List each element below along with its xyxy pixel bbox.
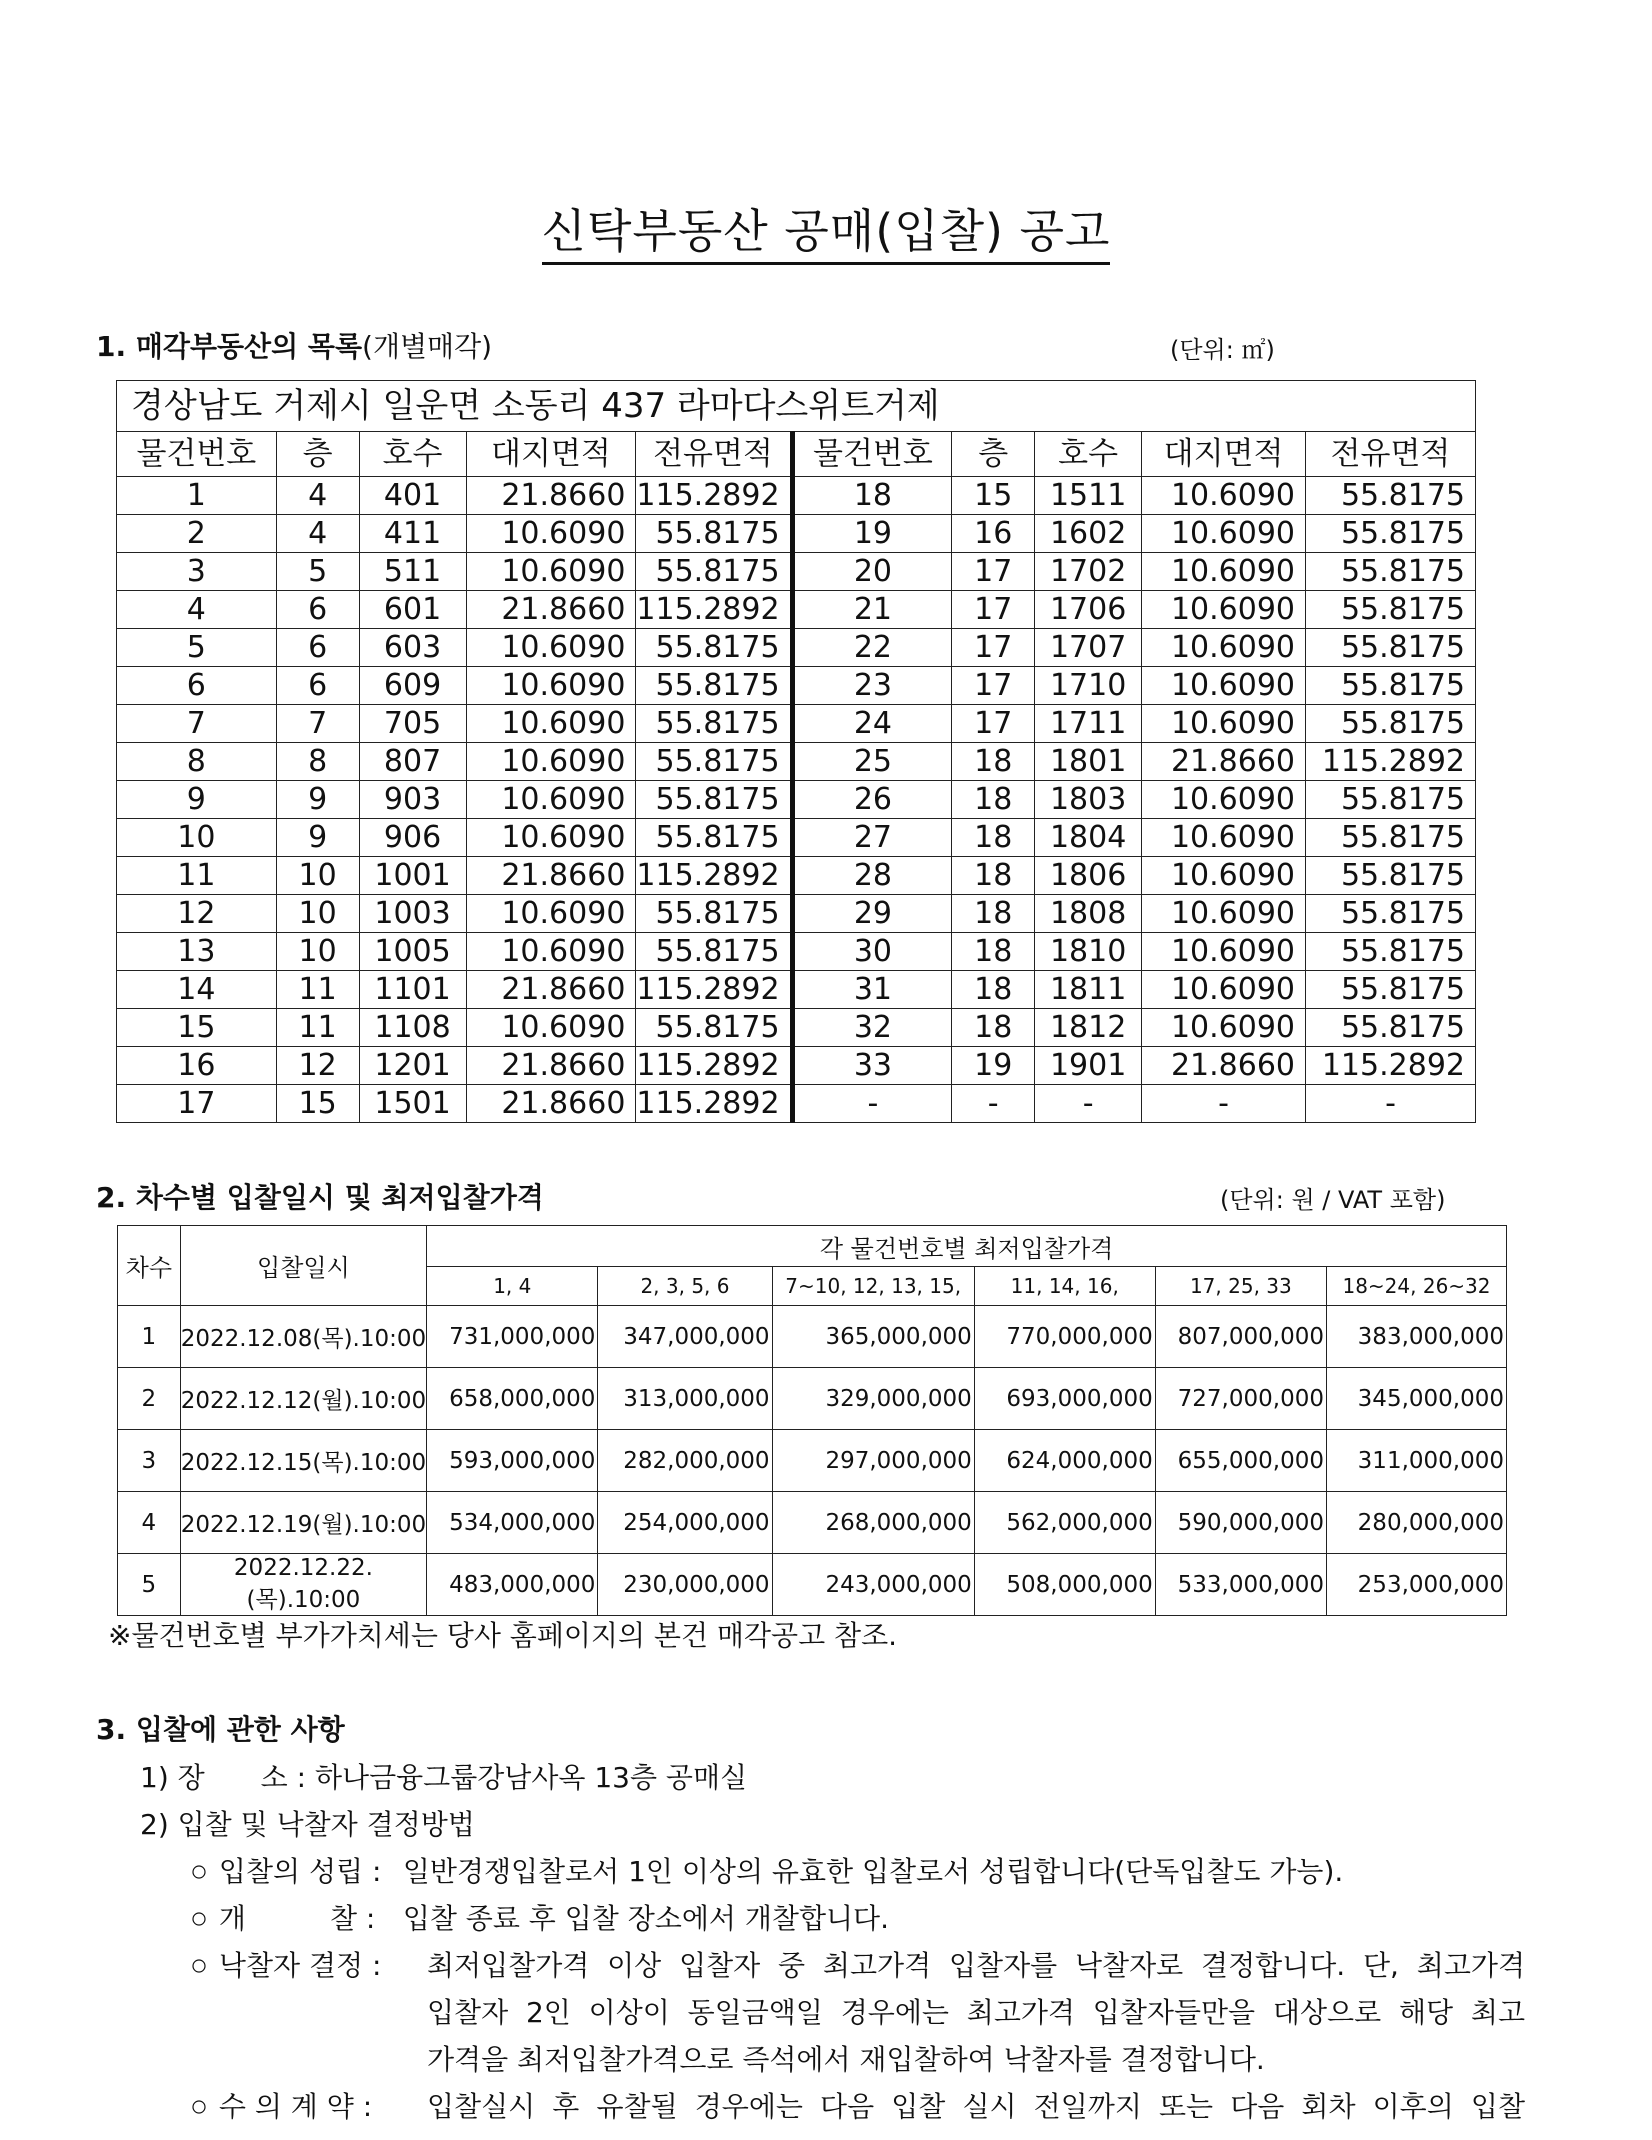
property-cell: 13 <box>117 933 277 971</box>
property-cell: 7 <box>276 705 359 743</box>
property-location: 경상남도 거제시 일운면 소동리 437 라마다스위트거제 <box>117 381 1476 432</box>
property-cell: 55.8175 <box>636 667 792 705</box>
property-cell: 55.8175 <box>1306 553 1476 591</box>
property-cell: 9 <box>276 819 359 857</box>
property-cell: 1702 <box>1035 553 1142 591</box>
property-row <box>117 1047 1476 1085</box>
property-row <box>117 515 1476 553</box>
private-contract-text: 입찰실시 후 유찰될 경우에는 다음 입찰 실시 전일까지 또는 다음 회차 이후의 입찰 <box>427 2090 1525 2123</box>
property-cell: 6 <box>276 629 359 667</box>
bullet-opening <box>188 1897 889 1937</box>
winner-decision-text-1: 최저입찰가격 이상 입찰자 중 최고가격 입찰자를 낙찰자로 결정합니다. 단, 최고가격 <box>427 1949 1525 1982</box>
datetime-cell: 2022.12.19(월).10:00 <box>180 1492 426 1554</box>
property-cell: 31 <box>792 971 952 1009</box>
property-header-cell: 호수 <box>359 432 466 477</box>
property-cell: 55.8175 <box>1306 781 1476 819</box>
property-cell: 12 <box>117 895 277 933</box>
property-cell: 55.8175 <box>636 1009 792 1047</box>
bid-schedule-table <box>117 1225 1507 1616</box>
property-header-cell: 대지면적 <box>466 432 636 477</box>
property-cell: 1801 <box>1035 743 1142 781</box>
property-cell: 115.2892 <box>636 971 792 1009</box>
property-cell: 10.6090 <box>466 895 636 933</box>
datetime-cell: 2022.12.22.(목).10:00 <box>180 1554 426 1616</box>
property-cell: 55.8175 <box>1306 705 1476 743</box>
price-cell: 311,000,000 <box>1326 1430 1506 1492</box>
property-cell: 8 <box>276 743 359 781</box>
bullet-circle-icon <box>192 1865 205 1878</box>
property-cell: 14 <box>117 971 277 1009</box>
price-cell: 313,000,000 <box>598 1368 772 1430</box>
property-cell: 15 <box>117 1009 277 1047</box>
property-cell: 17 <box>952 667 1035 705</box>
property-row <box>117 1085 1476 1123</box>
price-cell: 297,000,000 <box>772 1430 974 1492</box>
property-cell: 705 <box>359 705 466 743</box>
property-cell: 10.6090 <box>1142 629 1306 667</box>
property-cell: 115.2892 <box>1306 1047 1476 1085</box>
property-cell: 17 <box>952 591 1035 629</box>
bid-round-row <box>118 1306 1507 1368</box>
price-column-header: 7~10, 12, 13, 15, <box>772 1267 974 1306</box>
bid-round-row <box>118 1430 1507 1492</box>
property-cell: 1001 <box>359 857 466 895</box>
property-cell: 4 <box>276 515 359 553</box>
property-cell: 115.2892 <box>636 477 792 515</box>
price-cell: 282,000,000 <box>598 1430 772 1492</box>
property-cell: 4 <box>276 477 359 515</box>
winner-decision-text-3: 가격을 최저입찰가격으로 즉석에서 재입찰하여 낙찰자를 결정합니다. <box>427 2043 1265 2076</box>
property-cell: 18 <box>952 895 1035 933</box>
bid-round-row <box>118 1492 1507 1554</box>
property-cell: 55.8175 <box>636 819 792 857</box>
property-cell: 609 <box>359 667 466 705</box>
property-cell: 1706 <box>1035 591 1142 629</box>
property-table-header <box>117 432 1476 477</box>
opening-text: 입찰 종료 후 입찰 장소에서 개찰합니다. <box>402 1902 889 1935</box>
property-row <box>117 1009 1476 1047</box>
property-cell: 1003 <box>359 895 466 933</box>
property-cell: 1808 <box>1035 895 1142 933</box>
property-cell: 1710 <box>1035 667 1142 705</box>
property-cell: 9 <box>276 781 359 819</box>
bid-location-item: 1) 장 소 : 하나금융그룹강남사옥 13층 공매실 <box>140 1761 748 1794</box>
price-cell: 562,000,000 <box>974 1492 1155 1554</box>
property-cell: 7 <box>117 705 277 743</box>
property-cell: 9 <box>117 781 277 819</box>
price-cell: 483,000,000 <box>427 1554 598 1616</box>
property-cell: 401 <box>359 477 466 515</box>
property-cell: - <box>1035 1085 1142 1123</box>
property-cell: 55.8175 <box>636 515 792 553</box>
property-cell: 1602 <box>1035 515 1142 553</box>
property-cell: 903 <box>359 781 466 819</box>
price-column-header: 18~24, 26~32 <box>1326 1267 1506 1306</box>
property-cell: 10.6090 <box>466 629 636 667</box>
property-cell: 15 <box>952 477 1035 515</box>
price-cell: 533,000,000 <box>1155 1554 1326 1616</box>
document-title: 신탁부동산 공매(입찰) 공고 <box>0 195 1652 261</box>
property-cell: - <box>1306 1085 1476 1123</box>
price-column-header: 17, 25, 33 <box>1155 1267 1326 1306</box>
datetime-cell: 2022.12.15(목).10:00 <box>180 1430 426 1492</box>
property-cell: 26 <box>792 781 952 819</box>
property-cell: 18 <box>952 1009 1035 1047</box>
property-cell: 55.8175 <box>1306 857 1476 895</box>
bid-round-row <box>118 1368 1507 1430</box>
price-cell: 593,000,000 <box>427 1430 598 1492</box>
bullet-winner-decision <box>188 1944 394 1984</box>
price-cell: 693,000,000 <box>974 1368 1155 1430</box>
property-cell: 10.6090 <box>466 667 636 705</box>
section2-unit: (단위: 원 / VAT 포함) <box>1220 1186 1446 1214</box>
property-cell: 55.8175 <box>1306 591 1476 629</box>
property-cell: 10.6090 <box>466 743 636 781</box>
opening-label: 개 찰 : <box>218 1902 376 1935</box>
property-cell: 1711 <box>1035 705 1142 743</box>
round-cell: 3 <box>118 1430 181 1492</box>
property-cell: 18 <box>952 781 1035 819</box>
price-cell: 508,000,000 <box>974 1554 1155 1616</box>
property-cell: 1810 <box>1035 933 1142 971</box>
price-cell: 770,000,000 <box>974 1306 1155 1368</box>
property-cell: 511 <box>359 553 466 591</box>
property-cell: 10.6090 <box>1142 553 1306 591</box>
property-header-cell: 전유면적 <box>636 432 792 477</box>
property-cell: 55.8175 <box>1306 895 1476 933</box>
property-cell: 115.2892 <box>636 591 792 629</box>
property-header-cell: 층 <box>276 432 359 477</box>
property-cell: 4 <box>117 591 277 629</box>
property-cell: 10 <box>276 895 359 933</box>
price-cell: 807,000,000 <box>1155 1306 1326 1368</box>
property-cell: 2 <box>117 515 277 553</box>
property-cell: 1812 <box>1035 1009 1142 1047</box>
property-cell: 1501 <box>359 1085 466 1123</box>
property-cell: 21.8660 <box>466 971 636 1009</box>
property-cell: 5 <box>117 629 277 667</box>
property-cell: 55.8175 <box>636 743 792 781</box>
section1-heading-suffix: (개별매각) <box>362 330 493 363</box>
property-cell: 21.8660 <box>466 1047 636 1085</box>
datetime-cell: 2022.12.12(월).10:00 <box>180 1368 426 1430</box>
property-cell: 16 <box>117 1047 277 1085</box>
property-cell: 17 <box>117 1085 277 1123</box>
property-cell: 411 <box>359 515 466 553</box>
property-cell: 10.6090 <box>1142 781 1306 819</box>
bullet-circle-icon <box>192 2100 205 2113</box>
property-cell: 10 <box>117 819 277 857</box>
property-cell: 10.6090 <box>1142 477 1306 515</box>
property-header-cell: 대지면적 <box>1142 432 1306 477</box>
property-cell: 21.8660 <box>466 477 636 515</box>
property-cell: 11 <box>276 971 359 1009</box>
price-cell: 268,000,000 <box>772 1492 974 1554</box>
price-cell: 347,000,000 <box>598 1306 772 1368</box>
property-row <box>117 971 1476 1009</box>
property-cell: 21 <box>792 591 952 629</box>
property-cell: 22 <box>792 629 952 667</box>
price-cell: 624,000,000 <box>974 1430 1155 1492</box>
round-cell: 4 <box>118 1492 181 1554</box>
property-cell: 10.6090 <box>466 515 636 553</box>
property-cell: 18 <box>952 933 1035 971</box>
property-cell: 10.6090 <box>466 1009 636 1047</box>
property-header-cell: 물건번호 <box>117 432 277 477</box>
property-cell: 18 <box>952 743 1035 781</box>
winner-decision-text-2: 입찰자 2인 이상이 동일금액일 경우에는 최고가격 입찰자들만을 대상으로 해당 최고 <box>427 1996 1525 2029</box>
price-cell: 590,000,000 <box>1155 1492 1326 1554</box>
property-cell: 6 <box>276 667 359 705</box>
private-contract-label: 수 의 계 약 : <box>218 2090 373 2123</box>
property-cell: 10.6090 <box>1142 971 1306 1009</box>
property-cell: 32 <box>792 1009 952 1047</box>
property-cell: 8 <box>117 743 277 781</box>
bid-method-item: 2) 입찰 및 낙찰자 결정방법 <box>140 1808 475 1841</box>
property-header-cell: 층 <box>952 432 1035 477</box>
property-cell: 24 <box>792 705 952 743</box>
price-column-header: 2, 3, 5, 6 <box>598 1267 772 1306</box>
section1-unit: (단위: ㎡) <box>1170 336 1275 364</box>
property-cell: 1811 <box>1035 971 1142 1009</box>
price-cell: 534,000,000 <box>427 1492 598 1554</box>
property-cell: 906 <box>359 819 466 857</box>
property-cell: 12 <box>276 1047 359 1085</box>
property-cell: 55.8175 <box>636 629 792 667</box>
property-cell: 18 <box>952 819 1035 857</box>
property-row <box>117 629 1476 667</box>
property-cell: 115.2892 <box>636 857 792 895</box>
property-cell: 27 <box>792 819 952 857</box>
property-cell: 30 <box>792 933 952 971</box>
property-cell: 10.6090 <box>1142 1009 1306 1047</box>
property-row <box>117 743 1476 781</box>
property-cell: 115.2892 <box>636 1085 792 1123</box>
property-cell: 1101 <box>359 971 466 1009</box>
price-cell: 254,000,000 <box>598 1492 772 1554</box>
property-cell: 16 <box>952 515 1035 553</box>
property-cell: 21.8660 <box>466 1085 636 1123</box>
property-cell: 6 <box>276 591 359 629</box>
property-cell: 11 <box>276 1009 359 1047</box>
property-cell: 10.6090 <box>1142 591 1306 629</box>
price-group-header: 각 물건번호별 최저입찰가격 <box>427 1226 1507 1267</box>
property-cell: 11 <box>117 857 277 895</box>
property-cell: - <box>1142 1085 1306 1123</box>
property-cell: 10.6090 <box>1142 857 1306 895</box>
property-cell: 1005 <box>359 933 466 971</box>
property-cell: 28 <box>792 857 952 895</box>
property-cell: 21.8660 <box>466 857 636 895</box>
round-cell: 2 <box>118 1368 181 1430</box>
property-cell: 3 <box>117 553 277 591</box>
bid-formation-label: 입찰의 성립 : <box>218 1855 382 1888</box>
property-cell: 1804 <box>1035 819 1142 857</box>
property-row <box>117 705 1476 743</box>
property-cell: 6 <box>117 667 277 705</box>
property-cell: 55.8175 <box>636 553 792 591</box>
property-cell: 10.6090 <box>1142 515 1306 553</box>
datetime-header: 입찰일시 <box>180 1226 426 1306</box>
property-row <box>117 667 1476 705</box>
property-cell: 55.8175 <box>1306 629 1476 667</box>
price-cell: 280,000,000 <box>1326 1492 1506 1554</box>
price-cell: 243,000,000 <box>772 1554 974 1616</box>
property-cell: 18 <box>792 477 952 515</box>
property-cell: 17 <box>952 553 1035 591</box>
price-cell: 230,000,000 <box>598 1554 772 1616</box>
property-cell: 807 <box>359 743 466 781</box>
section1-heading: 1. 매각부동산의 목록(개별매각) <box>96 330 493 363</box>
property-cell: 1901 <box>1035 1047 1142 1085</box>
property-cell: 10 <box>276 857 359 895</box>
property-cell: 55.8175 <box>1306 819 1476 857</box>
property-cell: 18 <box>952 971 1035 1009</box>
property-cell: 23 <box>792 667 952 705</box>
property-cell: 21.8660 <box>1142 743 1306 781</box>
property-row <box>117 857 1476 895</box>
property-cell: 603 <box>359 629 466 667</box>
price-cell: 655,000,000 <box>1155 1430 1326 1492</box>
winner-decision-label: 낙찰자 결정 : <box>218 1949 382 1982</box>
bid-formation-text: 일반경쟁입찰로서 1인 이상의 유효한 입찰로서 성립합니다(단독입찰도 가능). <box>402 1855 1344 1888</box>
price-cell: 253,000,000 <box>1326 1554 1506 1616</box>
property-cell: 115.2892 <box>636 1047 792 1085</box>
vat-note: ※물건번호별 부가가치세는 당사 홈페이지의 본건 매각공고 참조. <box>108 1619 898 1652</box>
property-cell: 55.8175 <box>636 933 792 971</box>
property-cell: 10.6090 <box>466 705 636 743</box>
property-cell: 10.6090 <box>1142 933 1306 971</box>
bullet-circle-icon <box>192 1912 205 1925</box>
price-cell: 658,000,000 <box>427 1368 598 1430</box>
price-cell: 731,000,000 <box>427 1306 598 1368</box>
property-row <box>117 895 1476 933</box>
property-cell: - <box>792 1085 952 1123</box>
property-cell: 1108 <box>359 1009 466 1047</box>
property-cell: 21.8660 <box>466 591 636 629</box>
property-row <box>117 477 1476 515</box>
bullet-bid-formation <box>188 1850 1343 1890</box>
property-cell: 55.8175 <box>1306 667 1476 705</box>
property-cell: 10.6090 <box>466 933 636 971</box>
property-cell: 55.8175 <box>636 895 792 933</box>
property-row <box>117 591 1476 629</box>
property-cell: 19 <box>952 1047 1035 1085</box>
price-cell: 727,000,000 <box>1155 1368 1326 1430</box>
price-cell: 329,000,000 <box>772 1368 974 1430</box>
section2-heading: 2. 차수별 입찰일시 및 최저입찰가격 <box>96 1181 544 1214</box>
bullet-private-contract <box>188 2085 394 2125</box>
property-cell: 601 <box>359 591 466 629</box>
property-cell: 115.2892 <box>1306 743 1476 781</box>
section3-heading: 3. 입찰에 관한 사항 <box>96 1713 345 1746</box>
property-cell: 55.8175 <box>636 781 792 819</box>
bid-round-row <box>118 1554 1507 1616</box>
property-cell: 10.6090 <box>1142 819 1306 857</box>
round-cell: 5 <box>118 1554 181 1616</box>
price-cell: 383,000,000 <box>1326 1306 1506 1368</box>
property-list-table <box>116 380 1476 1123</box>
property-cell: 10.6090 <box>466 819 636 857</box>
price-cell: 345,000,000 <box>1326 1368 1506 1430</box>
property-cell: 55.8175 <box>1306 515 1476 553</box>
property-cell: 15 <box>276 1085 359 1123</box>
property-cell: 19 <box>792 515 952 553</box>
property-cell: 1201 <box>359 1047 466 1085</box>
property-cell: 10.6090 <box>1142 705 1306 743</box>
property-cell: 17 <box>952 705 1035 743</box>
property-header-cell: 전유면적 <box>1306 432 1476 477</box>
property-cell: 55.8175 <box>636 705 792 743</box>
property-cell: 17 <box>952 629 1035 667</box>
round-cell: 1 <box>118 1306 181 1368</box>
property-cell: 25 <box>792 743 952 781</box>
property-cell: 1806 <box>1035 857 1142 895</box>
property-cell: 20 <box>792 553 952 591</box>
price-column-header: 1, 4 <box>427 1267 598 1306</box>
price-column-header: 11, 14, 16, <box>974 1267 1155 1306</box>
property-cell: 21.8660 <box>1142 1047 1306 1085</box>
property-row <box>117 819 1476 857</box>
property-cell: 55.8175 <box>1306 971 1476 1009</box>
property-cell: 55.8175 <box>1306 477 1476 515</box>
property-cell: 5 <box>276 553 359 591</box>
property-cell: 10.6090 <box>466 781 636 819</box>
property-cell: 29 <box>792 895 952 933</box>
property-cell: 1707 <box>1035 629 1142 667</box>
property-row <box>117 933 1476 971</box>
property-row <box>117 781 1476 819</box>
property-cell: 1511 <box>1035 477 1142 515</box>
property-cell: 10.6090 <box>1142 667 1306 705</box>
property-cell: 18 <box>952 857 1035 895</box>
property-cell: 33 <box>792 1047 952 1085</box>
property-cell: - <box>952 1085 1035 1123</box>
property-cell: 1803 <box>1035 781 1142 819</box>
property-header-cell: 호수 <box>1035 432 1142 477</box>
property-row <box>117 553 1476 591</box>
property-cell: 1 <box>117 477 277 515</box>
property-cell: 10.6090 <box>1142 895 1306 933</box>
round-header: 차수 <box>118 1226 181 1306</box>
property-header-cell: 물건번호 <box>792 432 952 477</box>
property-cell: 55.8175 <box>1306 1009 1476 1047</box>
bullet-circle-icon <box>192 1959 205 1972</box>
property-cell: 10 <box>276 933 359 971</box>
price-cell: 365,000,000 <box>772 1306 974 1368</box>
property-cell: 10.6090 <box>466 553 636 591</box>
datetime-cell: 2022.12.08(목).10:00 <box>180 1306 426 1368</box>
property-cell: 55.8175 <box>1306 933 1476 971</box>
